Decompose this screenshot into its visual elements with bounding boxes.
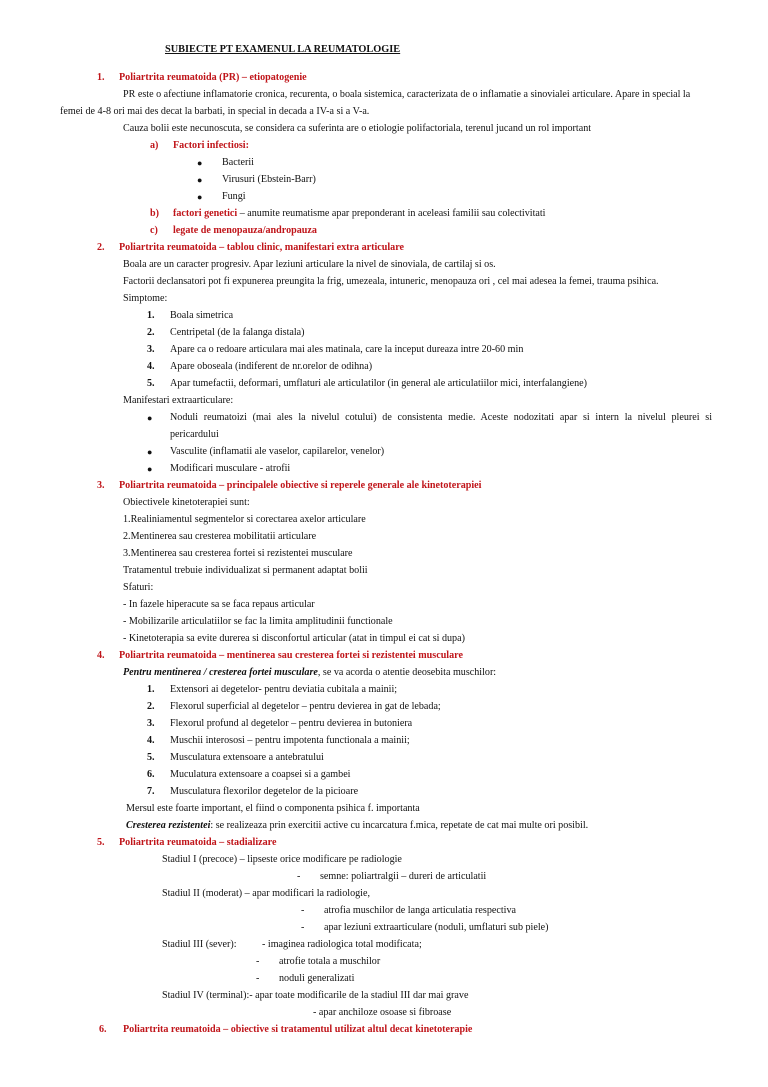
s1-list-label-a: a) — [150, 140, 159, 151]
bullet-icon: ● — [147, 447, 153, 457]
s4-item-number: 3. — [147, 718, 155, 729]
s4-item-number: 7. — [147, 786, 155, 797]
s3-line: - Kinetoterapia sa evite durerea si disconfortul articular (atat in timpul ei cat si dupa) — [123, 633, 465, 644]
s4-mers: Mersul este foarte important, el fiind o componenta psihica f. importanta — [126, 803, 420, 814]
s4-item-number: 4. — [147, 735, 155, 746]
s4-item-number: 2. — [147, 701, 155, 712]
s2-item-text: Apare ca o redoare articulara mai ales matinala, care la inceput dureaza intre 20-60 min — [170, 344, 524, 355]
section-5-heading: Poliartrita reumatoida – stadializare — [119, 837, 277, 848]
s4-item-number: 5. — [147, 752, 155, 763]
s5-dash: - — [301, 905, 305, 916]
s1-list-item-b — [173, 206, 546, 223]
s1-paragraph-1b: femei de 4-8 ori mai des decat la barbati, in special in decada a IV-a si a V-a. — [60, 106, 370, 117]
s4-intro-text: , se va acorda o atentie deosebita muschilor: — [317, 667, 497, 678]
s4-crestere — [126, 818, 588, 835]
s2-extra-3: Modificari musculare - atrofii — [170, 463, 291, 474]
s3-line: 2.Mentinerea sau cresterea mobilitatii articulare — [123, 531, 317, 542]
s3-line: - Mobilizarile articulatiilor se fac la limita amplitudinii functionale — [123, 616, 393, 627]
s4-intro-emphasis: Pentru mentinerea / cresterea fortei musculare — [123, 667, 318, 678]
s5-stage-2: Stadiul II (moderat) – apar modificari la radiologie, — [162, 888, 370, 899]
s5-stage-4-detail: - apar anchiloze osoase si fibroase — [313, 1007, 452, 1018]
s5-stage-1-detail: semne: poliartralgii – dureri de articulatii — [320, 871, 487, 882]
s2-extra-2: Vasculite (inflamatii ale vaselor, capilarelor, venelor) — [170, 446, 385, 457]
section-1-number: 1. — [97, 72, 105, 83]
bullet-icon: ● — [197, 175, 203, 185]
s4-intro — [123, 665, 496, 682]
s4-item-text: Muculatura extensoare a coapsei si a gambei — [170, 769, 351, 780]
s1-bullet-3: Fungi — [222, 191, 246, 202]
s2-item-number: 5. — [147, 378, 155, 389]
s4-item-text: Extensori ai degetelor- pentru deviatia cubitala a mainii; — [170, 684, 398, 695]
section-5-number: 5. — [97, 837, 105, 848]
section-4-number: 4. — [97, 650, 105, 661]
s5-stage-4: Stadiul IV (terminal):- apar toate modificarile de la stadiul III dar mai grave — [162, 990, 469, 1001]
s2-extra-1b: pericardului — [170, 429, 219, 440]
section-2-number: 2. — [97, 242, 105, 253]
s1-bullet-2: Virusuri (Ebstein-Barr) — [222, 174, 316, 185]
s1-paragraph-2: Cauza bolii este necunoscuta, se considera ca suferinta are o etiologie polifactoriala, terenul jucand un rol important — [123, 123, 592, 134]
s2-item-number: 4. — [147, 361, 155, 372]
s1-list-text-b: – anumite reumatisme apar preponderant in aceleasi familii sau colectivitati — [237, 208, 546, 219]
s1-list-head-a: Factori infectiosi: — [173, 140, 249, 151]
s5-stage-3-detail-1: atrofie totala a muschilor — [279, 956, 381, 967]
s3-line: Obiectivele kinetoterapiei sunt: — [123, 497, 250, 508]
s3-line: 3.Mentinerea sau cresterea fortei si rezistentei musculare — [123, 548, 353, 559]
s1-list-label-b: b) — [150, 208, 159, 219]
section-6-number: 6. — [99, 1024, 107, 1035]
section-6-heading: Poliartrita reumatoida – obiective si tratamentul utilizat altul decat kinetoterapie — [123, 1024, 473, 1035]
s4-item-number: 1. — [147, 684, 155, 695]
bullet-icon: ● — [197, 158, 203, 168]
s2-item-text: Centripetal (de la falanga distala) — [170, 327, 305, 338]
s2-item-text: Apar tumefactii, deformari, umflaturi ale articulatilor (in general ale articulatiilor mici, interfalangiene) — [170, 378, 588, 389]
s2-paragraph-3: Simptome: — [123, 293, 168, 304]
s4-item-text: Musculatura extensoare a antebratului — [170, 752, 324, 763]
s5-stage-2-detail-2: apar leziuni extraarticulare (noduli, umflaturi sub piele) — [324, 922, 549, 933]
s3-line: Tratamentul trebuie individualizat si permanent adaptat bolii — [123, 565, 368, 576]
section-3-heading: Poliartrita reumatoida – principalele obiective si reperele generale ale kinetoterapiei — [119, 480, 482, 491]
section-2-heading: Poliartrita reumatoida – tablou clinic, manifestari extra articulare — [119, 242, 404, 253]
s5-stage-1: Stadiul I (precoce) – lipseste orice modificare pe radiologie — [162, 854, 402, 865]
s2-item-number: 1. — [147, 310, 155, 321]
s5-stage-3: Stadiul III (sever): — [162, 939, 237, 950]
bullet-icon: ● — [147, 413, 153, 423]
section-4-heading: Poliartrita reumatoida – mentinerea sau cresterea fortei si rezistentei musculare — [119, 650, 463, 661]
s3-line: 1.Realiniamentul segmentelor si corectarea axelor articulare — [123, 514, 366, 525]
s2-paragraph-4: Manifestari extraarticulare: — [123, 395, 234, 406]
s1-paragraph-1a: PR este o afectiune inflamatorie cronica, recurenta, o boala sistemica, caracterizata de o inflamatie a sinovialei articulare. Apare in special la — [123, 89, 691, 100]
s5-stage-3-detail-2: noduli generalizati — [279, 973, 355, 984]
s4-item-text: Flexorul superficial al degetelor – pentru devierea in gat de lebada; — [170, 701, 441, 712]
s1-bullet-1: Bacterii — [222, 157, 254, 168]
s4-item-text: Muschii interososi – pentru impotenta functionala a mainii; — [170, 735, 410, 746]
section-3-number: 3. — [97, 480, 105, 491]
s2-item-number: 3. — [147, 344, 155, 355]
s4-item-text: Flexorul profund al degetelor – pentru devierea in butoniera — [170, 718, 413, 729]
s5-stage-2-detail-1: atrofia muschilor de langa articulatia respectiva — [324, 905, 516, 916]
s2-paragraph-2: Factorii declansatori pot fi expunerea preungita la frig, umezeala, intuneric, menopauza ori , cel mai adesea la femei, trauma psihica. — [123, 276, 659, 287]
section-1-heading: Poliartrita reumatoida (PR) – etiopatogenie — [119, 72, 307, 83]
s1-list-head-b: factori genetici — [173, 208, 238, 219]
s5-dash: - — [256, 973, 260, 984]
s3-line: Sfaturi: — [123, 582, 154, 593]
s2-extra-1a: Noduli reumatoizi (mai ales la nivelul cotului) de consistenta medie. Aceste nodozitati apar si intern la nivelul pleurei si — [170, 412, 712, 423]
bullet-icon: ● — [197, 192, 203, 202]
s5-dash: - — [256, 956, 260, 967]
s4-crestere-emphasis: Cresterea rezistentei — [126, 820, 211, 831]
s5-stage-3-detail-a: - imaginea radiologica total modificata; — [262, 939, 422, 950]
s3-line: - In fazele hiperacute sa se faca repaus articular — [123, 599, 315, 610]
document-title: SUBIECTE PT EXAMENUL LA REUMATOLOGIE — [165, 44, 401, 55]
s4-item-number: 6. — [147, 769, 155, 780]
s2-item-text: Apare oboseala (indiferent de nr.orelor de odihna) — [170, 361, 373, 372]
s1-list-label-c: c) — [150, 225, 158, 236]
s2-paragraph-1: Boala are un caracter progresiv. Apar leziuni articulare la nivel de sinoviala, de cartilaj si os. — [123, 259, 496, 270]
s4-item-text: Musculatura flexorilor degetelor de la picioare — [170, 786, 359, 797]
s5-dash: - — [297, 871, 301, 882]
s5-dash: - — [301, 922, 305, 933]
bullet-icon: ● — [147, 464, 153, 474]
s2-item-number: 2. — [147, 327, 155, 338]
s4-crestere-text: : se realizeaza prin exercitii active cu incarcatura f.mica, repetate de cat mai multe ori posibil. — [210, 820, 589, 831]
s2-item-text: Boala simetrica — [170, 310, 234, 321]
s1-list-head-c: legate de menopauza/andropauza — [173, 225, 317, 236]
